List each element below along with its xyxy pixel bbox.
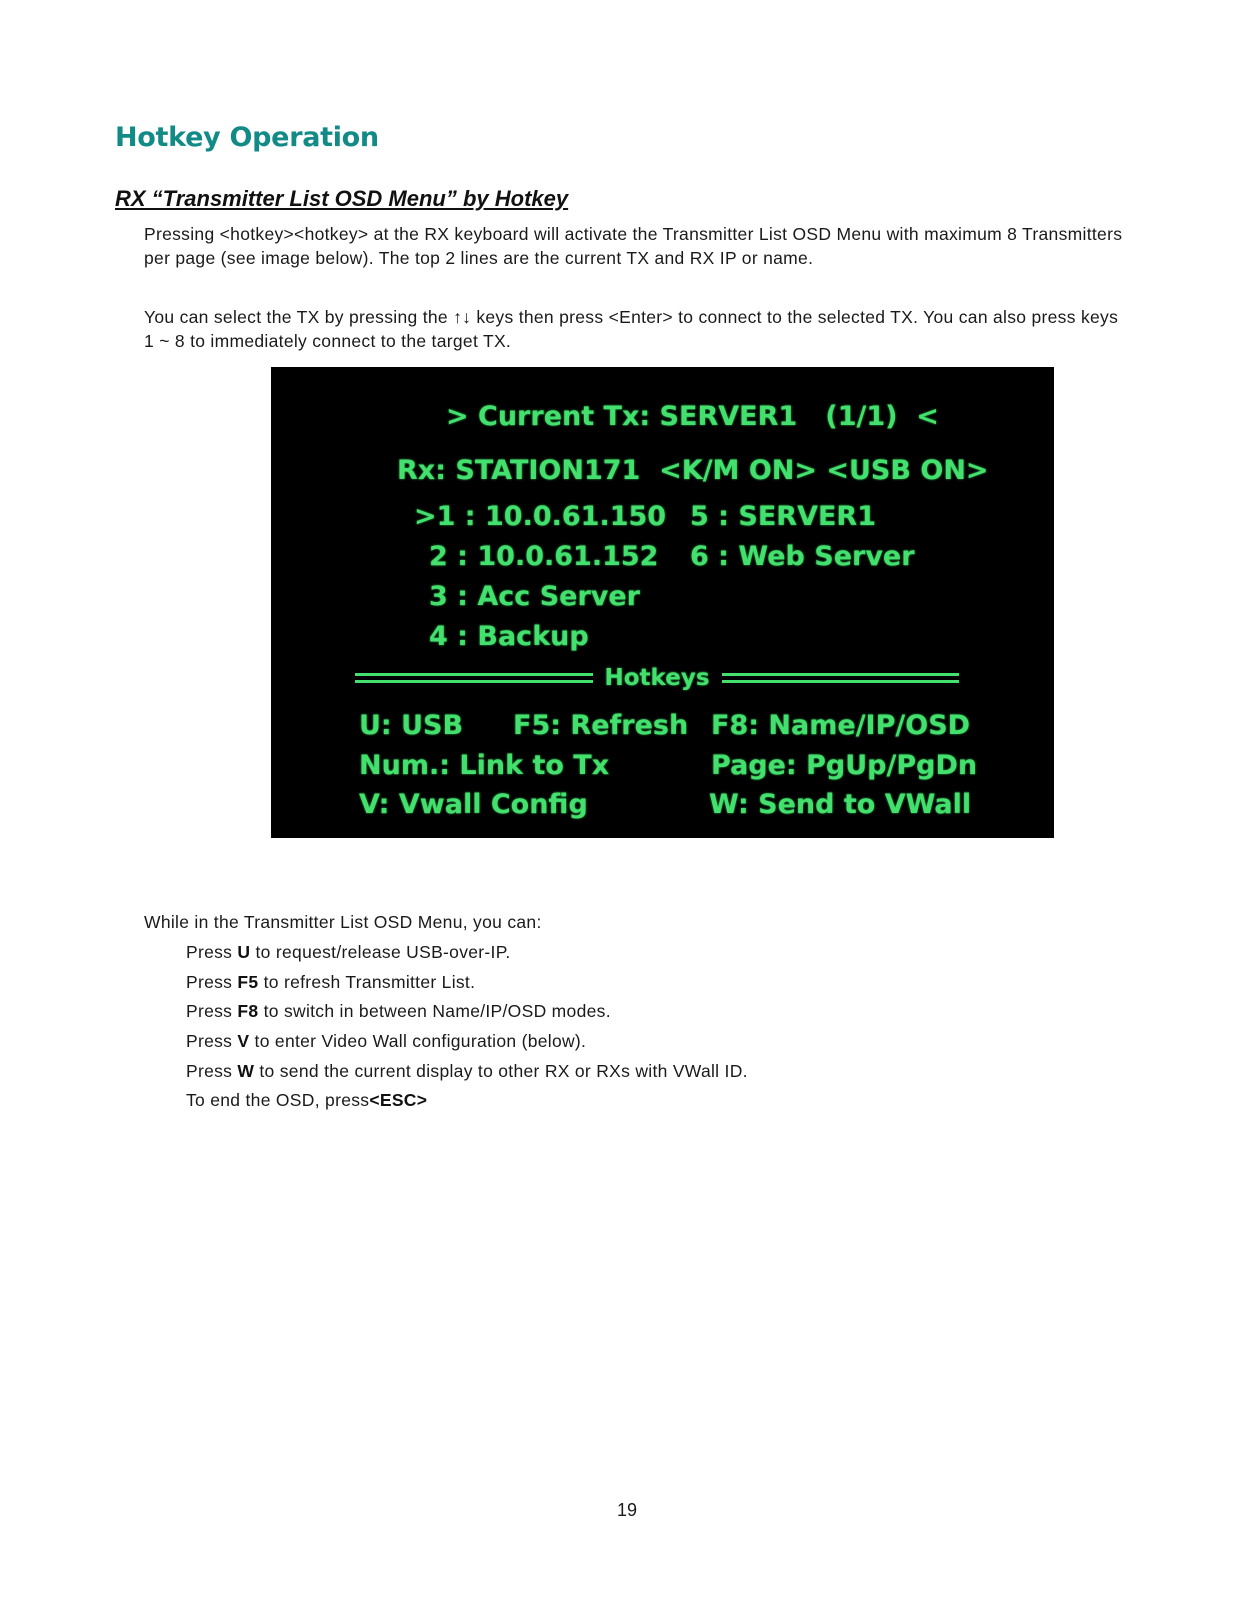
osd-tx-item: 4 : Backup [429,621,589,652]
osd-hotkey-vwall-config: V: Vwall Config [359,789,588,820]
instructions-intro: While in the Transmitter List OSD Menu, you can: [144,912,542,932]
instruction-item [186,1059,748,1089]
osd-tx-item: 5 : SERVER1 [690,501,876,532]
instruction-suffix: to request/release USB-over-IP. [250,942,511,962]
instruction-suffix: to refresh Transmitter List. [258,971,476,992]
instruction-prefix: Press [186,1031,238,1052]
instruction-suffix: to switch in between Name/IP/OSD modes. [258,1001,611,1022]
osd-hotkeys-title: Hotkeys [604,665,710,691]
instruction-item [186,999,748,1029]
page-number: 19 [616,1500,638,1520]
instruction-prefix: Press [186,942,238,962]
instruction-key: V [237,1031,250,1052]
page-heading: Hotkey Operation [115,122,379,153]
selection-paragraph: You can select the TX by pressing the ↑↓ keys then press <Enter> to connect to the selected TX. You can also press keys 1 ~ 8 to immediately connect to the target TX. [144,307,1119,351]
instruction-item [186,940,748,970]
osd-current-tx: > Current Tx: SERVER1 (1/1) < [446,401,939,432]
instructions-list [186,940,748,1118]
instruction-key: <ESC> [369,1090,428,1111]
osd-divider-left [355,673,593,683]
osd-tx-item: 6 : Web Server [690,541,915,572]
osd-hotkey-usb: U: USB [359,710,464,741]
instruction-suffix: to enter Video Wall configuration (below). [249,1031,587,1052]
osd-divider-right [722,673,960,683]
instruction-item [186,1029,748,1059]
osd-tx-item: >1 : 10.0.61.150 [414,501,667,532]
osd-hotkeys-divider [355,663,959,693]
osd-tx-item: 2 : 10.0.61.152 [429,541,659,572]
instruction-prefix: To end the OSD, press [186,1090,370,1111]
intro-paragraph: Pressing <hotkey><hotkey> at the RX keyboard will activate the Transmitter List OSD Menu with maximum 8 Transmitters per page (see image below). The top 2 lines are the current TX and RX IP or name. [144,224,1123,268]
instruction-suffix: to send the current display to other RX or RXs with VWall ID. [254,1060,748,1081]
osd-menu-screenshot [271,367,1054,838]
instruction-item [186,1088,748,1118]
instruction-prefix: Press [186,1060,238,1081]
osd-rx-status: Rx: STATION171 <K/M ON> <USB ON> [397,455,989,486]
instruction-key: F5 [237,971,259,992]
instruction-prefix: Press [186,1001,238,1022]
osd-hotkey-send-vwall: W: Send to VWall [709,789,972,820]
section-heading: RX “Transmitter List OSD Menu” by Hotkey [115,186,569,211]
instruction-prefix: Press [186,971,238,992]
instruction-key: F8 [237,1001,259,1022]
instruction-item [186,970,748,1000]
instruction-key: U [237,942,251,962]
osd-hotkey-name-ip-osd: F8: Name/IP/OSD [711,710,971,741]
instruction-key: W [237,1060,255,1081]
osd-hotkey-refresh: F5: Refresh [513,710,689,741]
osd-hotkey-link: Num.: Link to Tx [359,750,610,781]
osd-hotkey-page: Page: PgUp/PgDn [711,750,978,781]
osd-tx-item: 3 : Acc Server [429,581,640,612]
